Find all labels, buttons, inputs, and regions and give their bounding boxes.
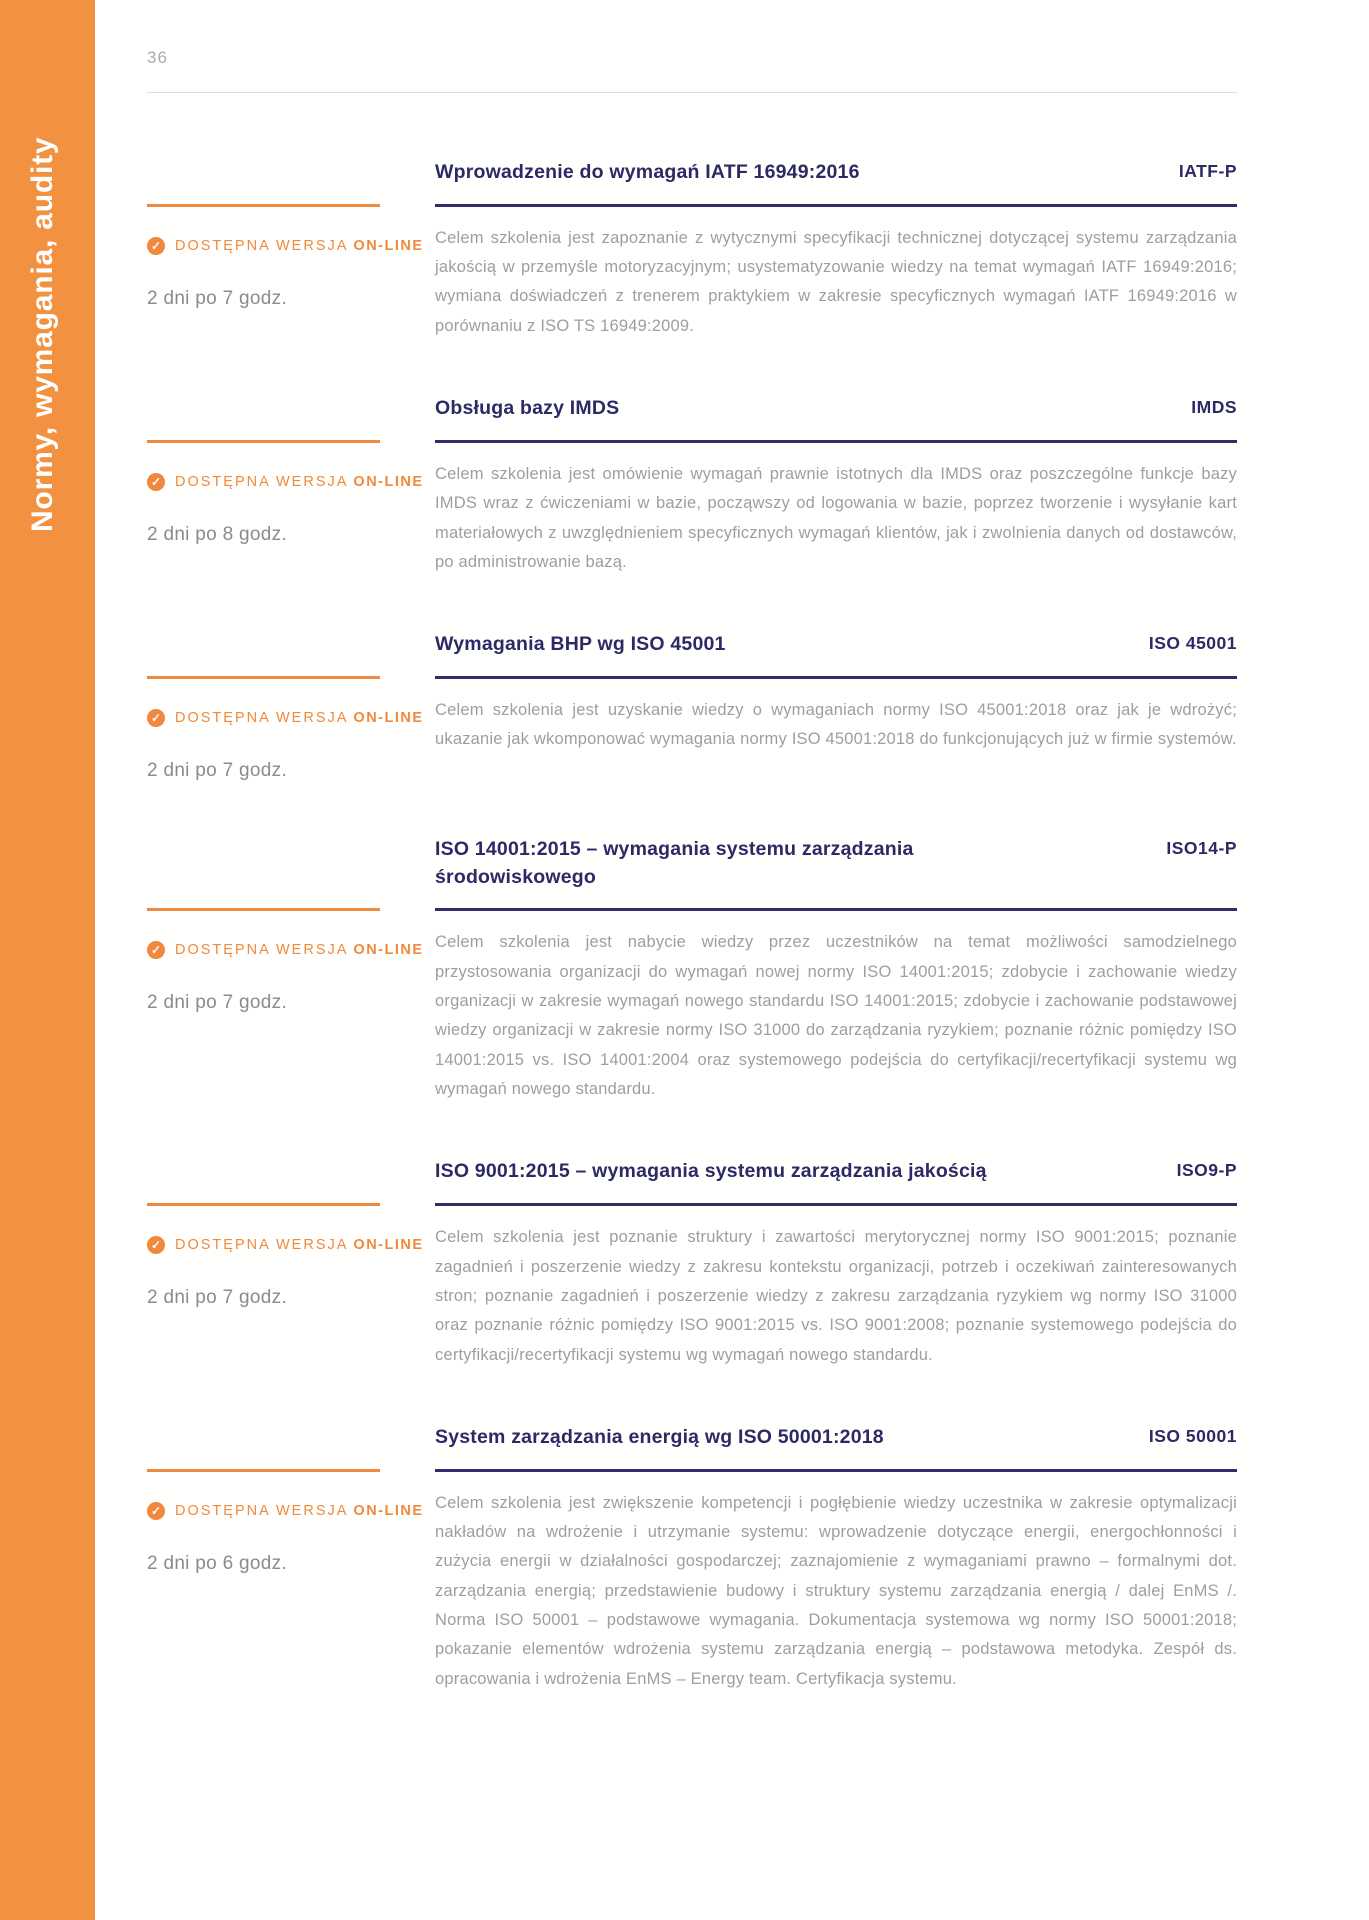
course-description: Celem szkolenia jest poznanie struktury i zawartości merytorycznej normy ISO 9001:2015; poznanie zagadnień i poszerzenie wiedzy z zakresu kontekstu organizacji, potrzeb i oczekiwań zainteresowanych stron; poznanie zagadnień i poszerzenie wiedzy z zakresu zarządzania ryzykiem wg normy ISO 31000 oraz poznanie różnic pomiędzy ISO 9001:2015 vs. ISO 9001:2008; poznanie systemowego podejścia do certyfikacji/recertyfikacji systemu wg wymagań nowego standardu. (435, 1228, 1237, 1364)
course-duration: 2 dni po 6 godz. (147, 1552, 288, 1574)
course-title: ISO 14001:2015 – wymagania systemu zarządzania środowiskowego (435, 837, 914, 888)
badge-label: DOSTĘPNA WERSJA (175, 237, 349, 254)
left-column-divider (147, 1158, 380, 1206)
course-header (435, 159, 1237, 207)
course-description: Celem szkolenia jest nabycie wiedzy przez uczestników na temat możliwości samodzielnego przystosowania organizacji do wymagań nowej normy ISO 14001:2015; zdobycie i zachowanie wiedzy organizacji w zakresie wymagań nowego standardu ISO 14001:2015; zdobycie i zachowanie podstawowej wiedzy organizacji w zakresie normy ISO 31000 do zarządzania ryzykiem; poznanie różnic pomiędzy ISO 14001:2015 vs. ISO 14001:2004 oraz systemowego podejścia do certyfikacji/recertyfikacji systemu wg wymagań nowego standardu. (435, 933, 1237, 1099)
online-availability-badge (147, 941, 424, 959)
left-column-divider (147, 1424, 380, 1472)
course-description: Celem szkolenia jest zwiększenie kompetencji i pogłębienie wiedzy uczestnika w zakresie optymalizacji nakładów na wdrożenie i utrzymanie systemu: wprowadzenie dotyczące energii, energochłonności i zużycia energii w działalności gospodarczej; zaznajomienie z wymaganiami prawno – formalnymi dot. zarządzania energią; przedstawienie budowy i struktury systemu zarządzania energią / dalej EnMS /. Norma ISO 50001 – podstawowe wymagania. Dokumentacja systemowa wg normy ISO 50001:2018; pokazanie elementów wdrożenia systemu zarządzania energią – podstawowa metodyka. Zespół ds. opracowania i wdrożenia EnMS – Energy team. Certyfikacja systemu. (435, 1493, 1237, 1688)
badge-online-label: ON-LINE (353, 473, 424, 490)
online-availability-badge (147, 709, 424, 727)
badge-label: DOSTĘPNA WERSJA (175, 709, 349, 726)
course-header (435, 395, 1237, 443)
left-column-divider (147, 836, 380, 911)
course-description: Celem szkolenia jest zapoznanie z wytycznymi specyfikacji technicznej dotyczącej systemu zarządzania jakością w przemyśle motoryzacyjnym; usystematyzowanie wiedzy na temat wymagań IATF 16949:2016; wymiana doświadczeń z trenerem praktykiem w zakresie specyficznych wymagań IATF 16949:2016 w porównaniu z ISO TS 16949:2009. (435, 228, 1237, 335)
badge-label: DOSTĘPNA WERSJA (175, 1502, 349, 1519)
badge-label: DOSTĘPNA WERSJA (175, 473, 349, 490)
course-title: Wprowadzenie do wymagań IATF 16949:2016 (435, 161, 860, 183)
page-number: 36 (147, 48, 168, 67)
badge-online-label: ON-LINE (353, 709, 424, 726)
course-block (147, 395, 1237, 577)
course-block (147, 1424, 1237, 1694)
check-icon: ✓ (147, 473, 165, 491)
badge-label: DOSTĘPNA WERSJA (175, 942, 349, 959)
check-icon: ✓ (147, 941, 165, 959)
course-meta (147, 1206, 424, 1370)
course-code: ISO14-P (1166, 837, 1237, 858)
course-duration: 2 dni po 8 godz. (147, 523, 288, 545)
check-icon: ✓ (147, 709, 165, 727)
left-column-divider (147, 631, 380, 679)
header-divider (147, 92, 1237, 93)
course-code: ISO 50001 (1148, 1425, 1237, 1446)
online-availability-badge (147, 1502, 424, 1520)
course-title: System zarządzania energią wg ISO 50001:2018 (435, 1425, 884, 1448)
left-column-divider (147, 159, 380, 207)
course-description: Celem szkolenia jest uzyskanie wiedzy o wymaganiach normy ISO 45001:2018 oraz jak je wdrożyć; ukazanie jak wkomponować wymagania normy ISO 45001:2018 do funkcjonujących już w firmie systemów. (435, 700, 1237, 749)
badge-online-label: ON-LINE (353, 1237, 424, 1254)
course-meta (147, 679, 424, 782)
course-block (147, 159, 1237, 341)
page-content (147, 48, 1237, 1694)
course-block (147, 631, 1237, 782)
course-title: ISO 9001:2015 – wymagania systemu zarządzania jakością (435, 1160, 987, 1183)
course-header (435, 1424, 1237, 1472)
course-meta (147, 1472, 424, 1695)
check-icon: ✓ (147, 1236, 165, 1254)
category-label: Normy, wymagania, audity (26, 136, 59, 532)
online-availability-badge (147, 237, 424, 255)
online-availability-badge (147, 473, 424, 491)
course-block (147, 1158, 1237, 1369)
left-column-divider (147, 395, 380, 443)
course-duration: 2 dni po 7 godz. (147, 992, 288, 1014)
course-meta (147, 911, 424, 1104)
badge-online-label: ON-LINE (353, 1502, 424, 1519)
course-header (435, 836, 1237, 911)
check-icon: ✓ (147, 1502, 165, 1520)
badge-label: DOSTĘPNA WERSJA (175, 1237, 349, 1254)
badge-online-label: ON-LINE (353, 237, 424, 254)
check-icon: ✓ (147, 237, 165, 255)
course-code: IMDS (1191, 397, 1237, 418)
course-duration: 2 dni po 7 godz. (147, 759, 288, 781)
category-sidebar (0, 0, 95, 1920)
course-header (435, 1158, 1237, 1206)
course-description: Celem szkolenia jest omówienie wymagań prawnie istotnych dla IMDS oraz poszczególne funkcje bazy IMDS wraz z ćwiczeniami w bazie, począwszy od logowania w bazie, poprzez tworzenie i wysyłanie kart materiałowych z uwzględnieniem specyficznych wymagań klientów, jak i zwolnienia danych od dostawców, po administrowanie bazą. (435, 464, 1237, 571)
course-duration: 2 dni po 7 godz. (147, 1287, 288, 1309)
course-meta (147, 443, 424, 577)
badge-online-label: ON-LINE (353, 942, 424, 959)
course-code: IATF-P (1178, 161, 1237, 181)
online-availability-badge (147, 1236, 424, 1254)
course-duration: 2 dni po 7 godz. (147, 287, 288, 309)
course-title: Wymagania BHP wg ISO 45001 (435, 633, 726, 656)
course-header (435, 631, 1237, 679)
course-block (147, 836, 1237, 1105)
course-code: ISO9-P (1176, 1160, 1237, 1181)
course-meta (147, 207, 424, 341)
course-title: Obsługa bazy IMDS (435, 397, 620, 420)
course-code: ISO 45001 (1148, 633, 1237, 654)
